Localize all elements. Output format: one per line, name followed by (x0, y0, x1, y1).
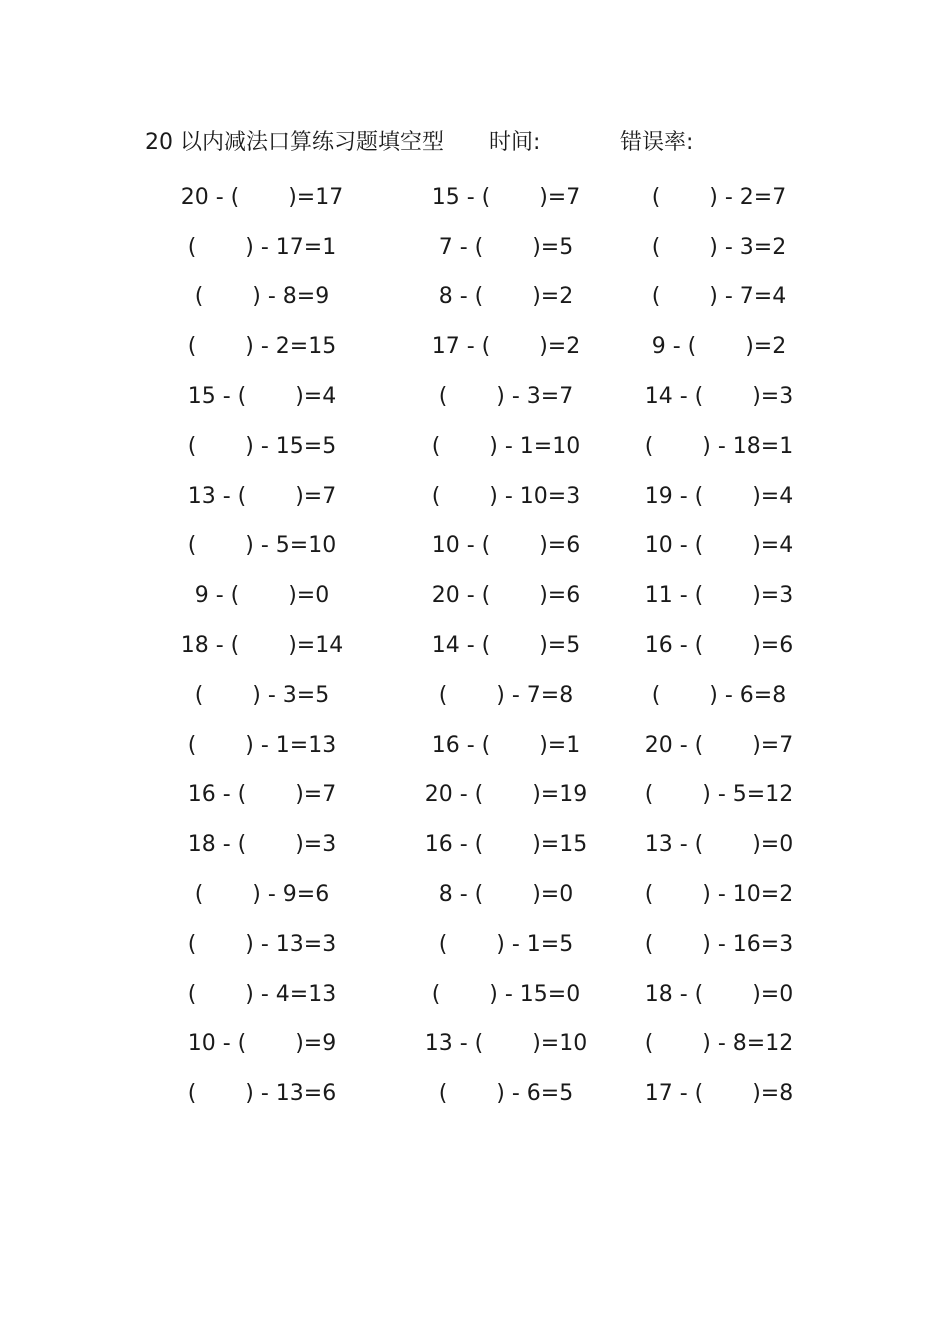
problem-row (140, 970, 810, 1020)
problem-item: ( ) - 5=12 (644, 782, 794, 808)
problem-item: ( ) - 18=1 (644, 433, 794, 459)
problem-item: 16 - ( )=1 (431, 732, 581, 758)
problem-item: ( ) - 15=5 (187, 433, 337, 459)
problem-row (140, 472, 810, 522)
worksheet-title: 20 以内减法口算练习题填空型 (145, 130, 444, 155)
problem-item: ( ) - 1=10 (431, 433, 581, 459)
problem-item: 10 - ( )=9 (187, 1031, 337, 1057)
problem-item: ( ) - 16=3 (644, 931, 794, 957)
problem-row (140, 1069, 810, 1119)
problem-item: 10 - ( )=6 (431, 533, 581, 559)
problem-item: 20 - ( )=7 (644, 732, 794, 758)
problem-item: ( ) - 17=1 (187, 234, 337, 260)
problem-item: 19 - ( )=4 (644, 483, 794, 509)
problem-item: 16 - ( )=7 (187, 782, 337, 808)
problem-row (140, 322, 810, 372)
problem-item: 9 - ( )=2 (651, 334, 787, 360)
problem-item: 15 - ( )=7 (431, 184, 581, 210)
problem-item: ( ) - 7=4 (651, 284, 787, 310)
problem-row (140, 223, 810, 273)
problem-item: 11 - ( )=3 (644, 583, 794, 609)
problem-item: 17 - ( )=2 (431, 334, 581, 360)
problem-item: 14 - ( )=5 (431, 633, 581, 659)
problem-item: 13 - ( )=10 (424, 1031, 588, 1057)
problem-item: ( ) - 2=15 (187, 334, 337, 360)
problem-item: ( ) - 6=8 (651, 682, 787, 708)
problem-item: ( ) - 3=5 (194, 682, 330, 708)
problem-row (140, 522, 810, 572)
problem-row (140, 422, 810, 472)
problem-item: ( ) - 10=2 (644, 882, 794, 908)
time-label: 时间: (489, 130, 541, 155)
problem-row (140, 870, 810, 920)
problem-row (140, 173, 810, 223)
problem-item: ( ) - 10=3 (431, 483, 581, 509)
problem-item: 14 - ( )=3 (644, 384, 794, 410)
problem-item: ( ) - 5=10 (187, 533, 337, 559)
problem-item: ( ) - 8=9 (194, 284, 330, 310)
problem-item: 8 - ( )=0 (438, 882, 574, 908)
problem-item: ( ) - 3=7 (438, 384, 574, 410)
problem-item: 7 - ( )=5 (438, 234, 574, 260)
problem-item: 8 - ( )=2 (438, 284, 574, 310)
problem-item: ( ) - 6=5 (438, 1081, 574, 1107)
problem-item: ( ) - 9=6 (194, 882, 330, 908)
error-rate-label: 错误率: (620, 130, 694, 155)
problem-item: ( ) - 13=6 (187, 1081, 337, 1107)
problem-item: 18 - ( )=14 (180, 633, 344, 659)
problem-item: ( ) - 2=7 (651, 184, 787, 210)
problem-item: 15 - ( )=4 (187, 384, 337, 410)
problem-item: 18 - ( )=3 (187, 832, 337, 858)
problem-row (140, 820, 810, 870)
problem-item: ( ) - 8=12 (644, 1031, 794, 1057)
problem-item: ( ) - 3=2 (651, 234, 787, 260)
problem-row (140, 372, 810, 422)
problem-item: ( ) - 7=8 (438, 682, 574, 708)
problem-row (140, 721, 810, 771)
problem-row (140, 571, 810, 621)
problem-row (140, 771, 810, 821)
problem-item: 20 - ( )=6 (431, 583, 581, 609)
problem-row (140, 621, 810, 671)
problem-item: ( ) - 13=3 (187, 931, 337, 957)
problem-item: ( ) - 1=13 (187, 732, 337, 758)
problem-item: 17 - ( )=8 (644, 1081, 794, 1107)
problem-item: 18 - ( )=0 (644, 981, 794, 1007)
problem-item: 20 - ( )=19 (424, 782, 588, 808)
worksheet-header (0, 125, 950, 161)
problem-item: ( ) - 15=0 (431, 981, 581, 1007)
problem-row (140, 920, 810, 970)
problem-grid (140, 173, 810, 1119)
problem-row (140, 273, 810, 323)
problem-item: 9 - ( )=0 (194, 583, 330, 609)
problem-item: 20 - ( )=17 (180, 184, 344, 210)
problem-item: 16 - ( )=6 (644, 633, 794, 659)
problem-item: 10 - ( )=4 (644, 533, 794, 559)
problem-item: 13 - ( )=0 (644, 832, 794, 858)
problem-item: 16 - ( )=15 (424, 832, 588, 858)
problem-item: ( ) - 4=13 (187, 981, 337, 1007)
problem-item: 13 - ( )=7 (187, 483, 337, 509)
problem-item: ( ) - 1=5 (438, 931, 574, 957)
problem-row (140, 671, 810, 721)
problem-row (140, 1020, 810, 1070)
